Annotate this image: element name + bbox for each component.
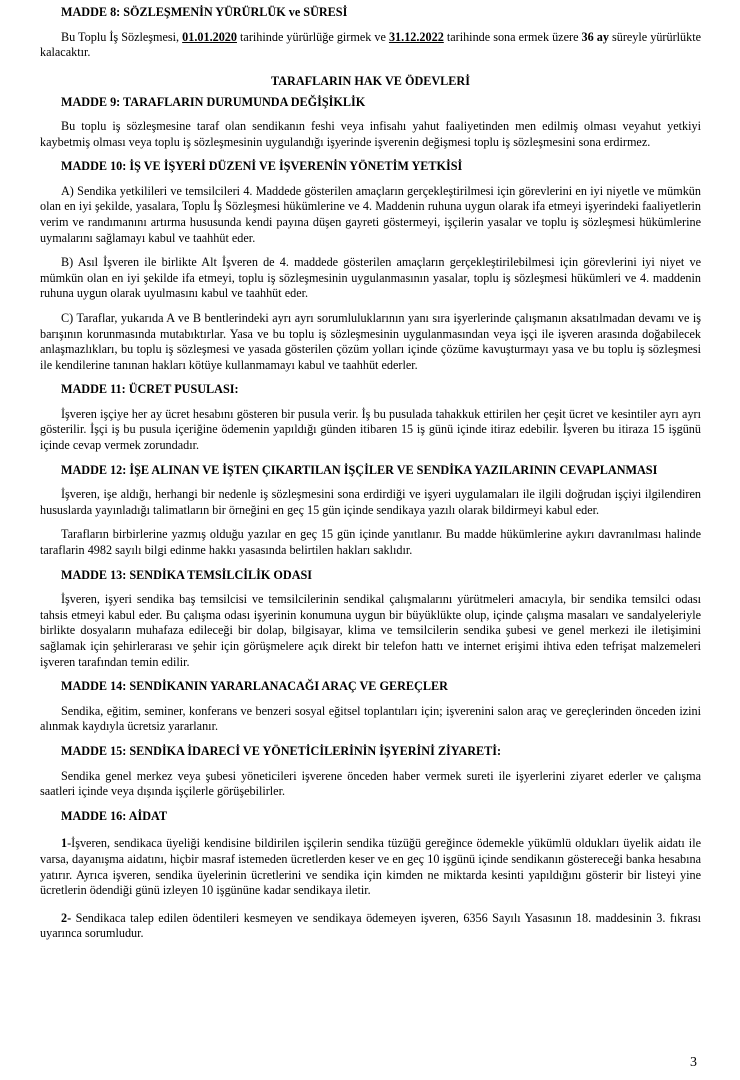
madde-10-paragraph-b: B) Asıl İşveren ile birlikte Alt İşveren de 4. maddede gösterilen amaçların gerçekleştirilebilmesi için görevlerini iyi niyet ve mümkün olan en iyi şekilde ifa etmeyi, toplu iş sözleşmesinin uygulanmasının yasalar, toplu iş sözleşmesi hükümleri ve 4. maddenin ruhuna uygun olarak uyulmasını kabul ve taahhüt eder.	[40, 255, 701, 301]
madde-8-text-b: tarihinde yürürlüğe girmek ve	[236, 29, 389, 44]
madde-8-text-a: Bu Toplu İş Sözleşmesi,	[61, 29, 183, 44]
madde-15-heading: MADDE 15: SENDİKA İDARECİ VE YÖNETİCİLERİNİN İŞYERİNİ ZİYARETİ:	[61, 743, 502, 758]
madde-12-paragraph-2: Tarafların birbirlerine yazmış olduğu yazılar en geç 15 gün içinde yanıtlanır. Bu madde hükümlerine aykırı davranılması halinde taraflarin 4982 sayılı bilgi edinme hakkı yasasında belirtilen hakları saklıdır.	[40, 527, 701, 558]
document-body	[40, 5, 701, 942]
madde-10-paragraph-a: A) Sendika yetkilileri ve temsilcileri 4. Maddede gösterilen amaçların gerçekleştirilmesi için görevlerini en iyi niyetle ve mümkün olan en iyi şekilde, yasalara, Toplu İş Sözleşmesi hükümlerine ve 4. Maddenin ruhuna uygun olarak ifa etmeyi işyerindeki faaliyetlerin verim ve randımanını artırma hususunda kendi payına düşen gayreti göstermeyi, işçilerin yasalar ve toplu iş sözleşmesi hükümlerine uymalarını sağlamayı kabul ve taahhüt eder.	[40, 183, 701, 245]
madde-16-paragraph-2	[40, 911, 701, 942]
madde-8-end-date: 31.12.2022	[388, 29, 444, 44]
madde-10-paragraph-c: C) Taraflar, yukarıda A ve B bentlerindeki ayrı ayrı sorumluluklarının yanı sıra işyerlerinde çalışmanın aksatılmadan devamı ve iş barışının korunmasında mutabıktırlar. Yasa ve bu toplu iş sözleşmesinin uygulanmasından veya işçi ile işveren arasında doğabilecek anlaşmazlıkları, bu toplu iş sözleşmesi ve yasada gösterilen çözüm yolları içinde çözüme kavuşturmayı yasa ve bu toplu iş sözleşmesi ile kendilerine tanınan hakları kötüye kullanmamayı kabul ve taahhüt ederler.	[40, 310, 701, 372]
madde-13-heading: MADDE 13: SENDİKA TEMSİLCİLİK ODASI	[61, 567, 313, 582]
madde-12-heading: MADDE 12: İŞE ALINAN VE İŞTEN ÇIKARTILAN İŞÇİLER VE SENDİKA YAZILARININ CEVAPLANMASI	[61, 462, 658, 477]
madde-16-item-2-text: Sendikaca talep edilen ödentileri kesmeyen ve sendikaya ödemeyen işveren, 6356 Sayılı Yasasının 18. maddesinin 3. fıkrası uyarınca sorumludur.	[40, 910, 701, 941]
madde-8-paragraph	[40, 30, 701, 61]
madde-8-start-date: 01.01.2020	[182, 29, 237, 44]
madde-16-paragraph-1	[40, 836, 701, 898]
madde-14-paragraph: Sendika, eğitim, seminer, konferans ve benzeri sosyal eğitsel toplantıları için; işverenini salon araç ve gereçlerinden önceden izini alınmak kaydıyla ücretsiz yararlanır.	[40, 703, 701, 734]
madde-14-heading: MADDE 14: SENDİKANIN YARARLANACAĞI ARAÇ VE GEREÇLER	[61, 679, 448, 694]
madde-8-text-c: tarihinde sona ermek üzere	[443, 29, 582, 44]
madde-16-heading: MADDE 16: AİDAT	[61, 808, 168, 823]
madde-9-paragraph: Bu toplu iş sözleşmesine taraf olan sendikanın feshi veya infisahı yahut faaliyetinden men edilmiş olması veyahut yetkiyi kaybetmiş olması veya toplu iş sözleşmesinin uygulandığı işyerinde işverenin değişmesi toplu iş sözleşmesini sona erdirmez.	[40, 118, 701, 149]
madde-9-heading: MADDE 9: TARAFLARIN DURUMUNDA DEĞİŞİKLİK	[61, 95, 366, 110]
madde-11-paragraph: İşveren işçiye her ay ücret hesabını gösteren bir pusula verir. İş bu pusulada tahakkuk ettirilen her çeşit ücret ve kesintiler ayrı ayrı gösterilir. İşçi iş bu pusula içeriğine ödemenin yapıldığı günden itibaren 15 iş günü içinde itiraz edebilir. İşveren bu itiraza 15 işgünü içinde cevap vermek zorundadır.	[40, 406, 701, 453]
madde-8-duration: 36 ay	[581, 29, 609, 44]
madde-16-item-1-number: 1	[61, 836, 68, 851]
madde-11-heading: MADDE 11: ÜCRET PUSULASI:	[61, 382, 239, 397]
madde-13-paragraph: İşveren, işyeri sendika baş temsilcisi ve temsilcilerinin sendikal çalışmalarını yürütmeleri amacıyla, bir sendika temsilci odası tahsis etmeyi kabul eder. Bu çalışma odası işyerinin konumuna uygun bir büyüklükte olup, içinde çalışma masaları ve sandalyeleriyle birlikte dosyaların muhafaza edileceği bir dolap, bilgisayar, klima ve temsilcilerin sendika şubesi ve genel merkezi ile iletişimini sağlamak için şehirlerarası ve şehir için görüşmelere açık direkt bir telefon hattı ve internet erişimi ihtiva eden tefrişat malzemeleri işveren tarafından temin edilir.	[40, 592, 701, 669]
madde-15-paragraph: Sendika genel merkez veya şubesi yöneticileri işverene önceden haber vermek sureti ile işyerlerini ziyaret ederler ve çalışma saatleri içinde veya dışında işçilerle görüşebilirler.	[40, 768, 701, 799]
madde-10-heading: MADDE 10: İŞ VE İŞYERİ DÜZENİ VE İŞVERENİN YÖNETİM YETKİSİ	[61, 159, 463, 174]
section-heading: TARAFLARIN HAK VE ÖDEVLERİ	[271, 73, 470, 88]
madde-16-item-1-text: -İşveren, sendikaca üyeliği kendisine bildirilen işçilerin sendika tüzüğü gereğince ödemekle yükümlü oldukları üyelik aidatı ile varsa, dayanışma aidatını, hiçbir masraf istemeden ücretlerden keser ve en geç 10 işgünü içinde sendikanın göstereceği banka hesabına yatırır. Ayrıca işveren, sendika üyelerinin ücretlerini ve sendika için kimden ne miktarda kesinti yapıldığını gösterir bir listeyi yine ücretlerin ödendiği günü izleyen 10 işgününe kadar sendikaya iletir.	[40, 836, 701, 898]
madde-8-text-d: süreyle yürürlükte kalacaktır.	[40, 29, 702, 60]
madde-16-item-2-number: 2-	[61, 910, 72, 925]
page-number: 3	[690, 1055, 697, 1070]
madde-8-heading: MADDE 8: SÖZLEŞMENİN YÜRÜRLÜK ve SÜRESİ	[61, 5, 348, 19]
madde-12-paragraph-1: İşveren, işe aldığı, herhangi bir nedenle iş sözleşmesini sona erdirdiği ve işyeri uygulamaları ile ilgili doğrudan işçiyi ilgilendiren hususlarda yayınladığı talimatların bir örneğini en geç 15 gün içinde sendikaya yazılı olarak bildirmeyi kabul eder.	[40, 487, 701, 517]
